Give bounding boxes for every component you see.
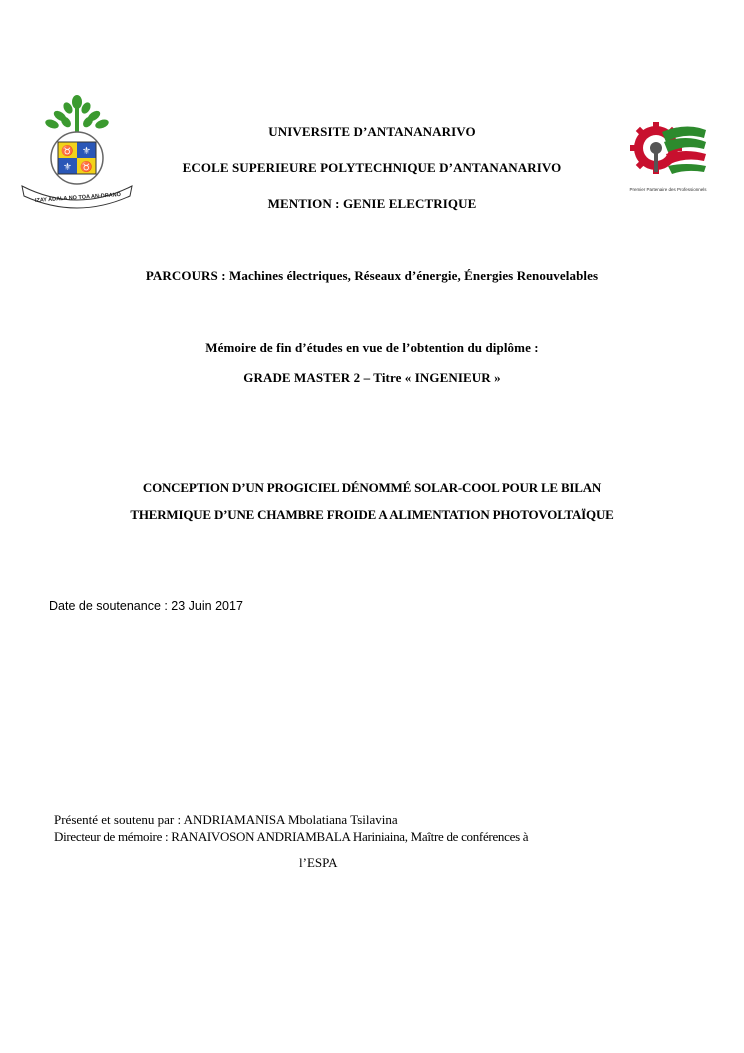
espa-logo: [626, 112, 710, 188]
thesis-title-line1: CONCEPTION D’UN PROGICIEL DÉNOMMÉ SOLAR-COOL POUR LE BILAN: [142, 480, 602, 495]
university-motto: IZAY ADALA NO TOA AN-DRANO: [34, 192, 122, 204]
thesis-director-cont: l’ESPA: [299, 855, 338, 870]
svg-text:♉: ♉: [80, 162, 93, 173]
parcours: PARCOURS : Machines électriques, Réseaux d’énergie, Énergies Renouvelables: [145, 268, 599, 283]
presented-by: Présenté et soutenu par : ANDRIAMANISA Mbolatiana Tsilavina: [54, 812, 398, 827]
university-name: UNIVERSITE D’ANTANANARIVO: [268, 124, 476, 139]
espa-logo-caption: Premier Partenaire des Professionnels: [629, 187, 707, 192]
school-name: ECOLE SUPERIEURE POLYTECHNIQUE D’ANTANANARIVO: [182, 160, 562, 175]
memoire-line1: Mémoire de fin d’études en vue de l’obtention du diplôme :: [205, 340, 539, 355]
svg-text:⚜: ⚜: [82, 146, 91, 157]
svg-text:♉: ♉: [61, 146, 74, 157]
defense-date: Date de soutenance : 23 Juin 2017: [49, 599, 243, 613]
thesis-director: Directeur de mémoire : RANAIVOSON ANDRIAMBALA Hariniaina, Maître de conférences à: [54, 829, 529, 844]
svg-text:⚜: ⚜: [63, 162, 72, 173]
thesis-title-line2: THERMIQUE D’UNE CHAMBRE FROIDE A ALIMENTATION PHOTOVOLTAÏQUE: [130, 507, 614, 522]
mention: MENTION : GENIE ELECTRIQUE: [267, 196, 477, 211]
memoire-line2: GRADE MASTER 2 – Titre « INGENIEUR »: [243, 370, 501, 385]
